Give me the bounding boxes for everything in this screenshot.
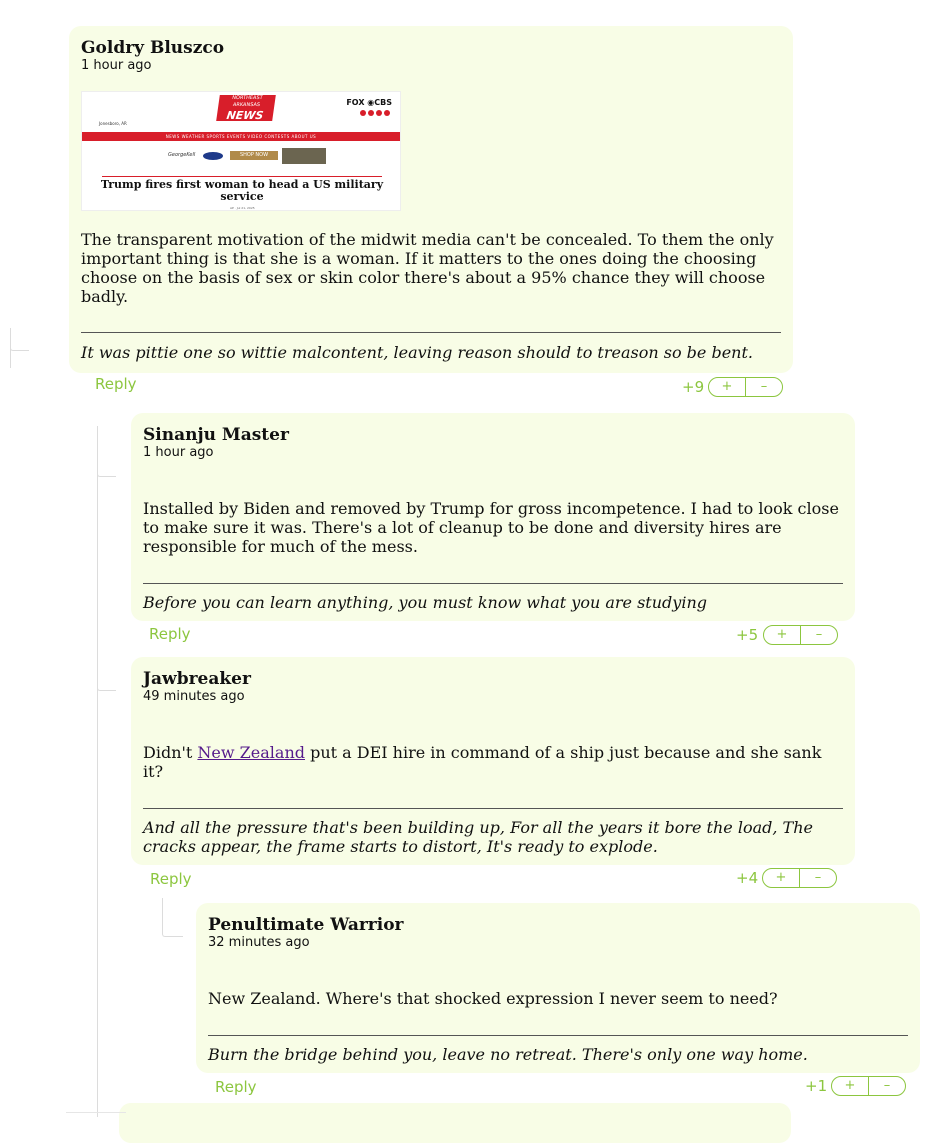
comment-author[interactable]: Penultimate Warrior xyxy=(208,915,404,935)
reply-button[interactable]: Reply xyxy=(150,870,192,888)
article-thumbnail[interactable] xyxy=(81,91,401,211)
signature-divider xyxy=(143,583,843,584)
comment-body: Installed by Biden and removed by Trump for gross incompetence. I had to look close to make sure it was. There's a lot of cleanup to be done and diversity hires are responsible for much of the mess. xyxy=(143,499,839,556)
new-zealand-link[interactable]: New Zealand xyxy=(197,743,305,762)
divider xyxy=(102,176,382,177)
comment-card xyxy=(196,903,920,1073)
upvote-button[interactable]: + xyxy=(775,870,787,885)
vote-buttons xyxy=(831,1076,906,1096)
comment-signature: And all the pressure that's been building up, For all the years it bore the load, The cracks appear, the frame starts to distort, It's ready to explode. xyxy=(143,818,813,856)
location-label: Jonesboro, AR xyxy=(99,121,127,126)
comment-timestamp[interactable]: 49 minutes ago xyxy=(143,689,245,704)
ad-strip xyxy=(168,148,328,164)
downvote-button[interactable]: – xyxy=(745,378,782,396)
thread-elbow xyxy=(97,426,116,477)
vote-score: +1 xyxy=(805,1077,828,1095)
comment-body: New Zealand. Where's that shocked expression I never seem to need? xyxy=(208,989,778,1008)
upvote-button[interactable]: + xyxy=(844,1078,856,1093)
ad-photo xyxy=(282,148,326,164)
divider xyxy=(66,1112,126,1113)
thread-elbow xyxy=(10,328,29,351)
thread-elbow xyxy=(162,898,183,937)
signature-divider xyxy=(81,332,781,333)
reply-button[interactable]: Reply xyxy=(95,375,137,393)
comment-signature: Burn the bridge behind you, leave no retreat. There's only one way home. xyxy=(208,1045,808,1064)
comment-card xyxy=(131,657,855,865)
comment-author[interactable]: Sinanju Master xyxy=(143,425,289,445)
thread-line xyxy=(97,426,98,1117)
vote-buttons xyxy=(708,377,783,397)
signature-divider xyxy=(208,1035,908,1036)
vote-score: +9 xyxy=(682,378,705,396)
upvote-button[interactable]: + xyxy=(776,627,788,642)
article-headline: Trump fires first woman to head a US military service xyxy=(100,178,384,203)
reply-button[interactable]: Reply xyxy=(215,1078,257,1096)
comment-author[interactable]: Goldry Bluszco xyxy=(81,38,225,58)
vote-buttons xyxy=(762,868,837,888)
comment-body: The transparent motivation of the midwit media can't be concealed. To them the only important thing is that she is a woman. If it matters to the ones doing the choosing choose on the basis of sex or skin color there's about a 95% chance they will choose badly. xyxy=(81,230,774,306)
comment-body: Didn't New Zealand put a DEI hire in command of a ship just because and she sank it? xyxy=(143,743,822,781)
signature-divider xyxy=(143,808,843,809)
downvote-button[interactable]: – xyxy=(799,869,836,887)
shop-now-badge: SHOP NOW xyxy=(230,151,278,160)
vote-score: +4 xyxy=(736,869,759,887)
dealer-logo: GeorgeKell xyxy=(168,152,196,158)
comment-author[interactable]: Jawbreaker xyxy=(143,669,251,689)
comment-card-partial xyxy=(119,1103,791,1143)
reply-button[interactable]: Reply xyxy=(149,625,191,643)
vote-score: +5 xyxy=(736,626,759,644)
site-navbar: NEWS WEATHER SPORTS EVENTS VIDEO CONTESTS ABOUT US xyxy=(82,132,400,141)
social-icons xyxy=(360,110,390,116)
article-byline: AP · Jul 21, 2025 xyxy=(230,206,255,210)
comment-timestamp[interactable]: 1 hour ago xyxy=(143,445,214,460)
upvote-button[interactable]: + xyxy=(721,379,733,394)
comment-signature: It was pittie one so wittie malcontent, leaving reason should to treason so be bent. xyxy=(81,343,753,362)
news-logo: NORTHEAST ARKANSAS NEWS xyxy=(216,95,276,121)
downvote-button[interactable]: – xyxy=(800,626,837,644)
downvote-button[interactable]: – xyxy=(868,1077,905,1095)
network-logos: FOX ◉CBS xyxy=(346,98,392,107)
ford-logo-icon xyxy=(203,152,223,160)
comment-signature: Before you can learn anything, you must know what you are studying xyxy=(143,593,707,612)
comment-timestamp[interactable]: 32 minutes ago xyxy=(208,935,310,950)
vote-buttons xyxy=(763,625,838,645)
comment-card xyxy=(131,413,855,621)
comment-timestamp[interactable]: 1 hour ago xyxy=(81,58,152,73)
thread-elbow xyxy=(97,640,116,691)
